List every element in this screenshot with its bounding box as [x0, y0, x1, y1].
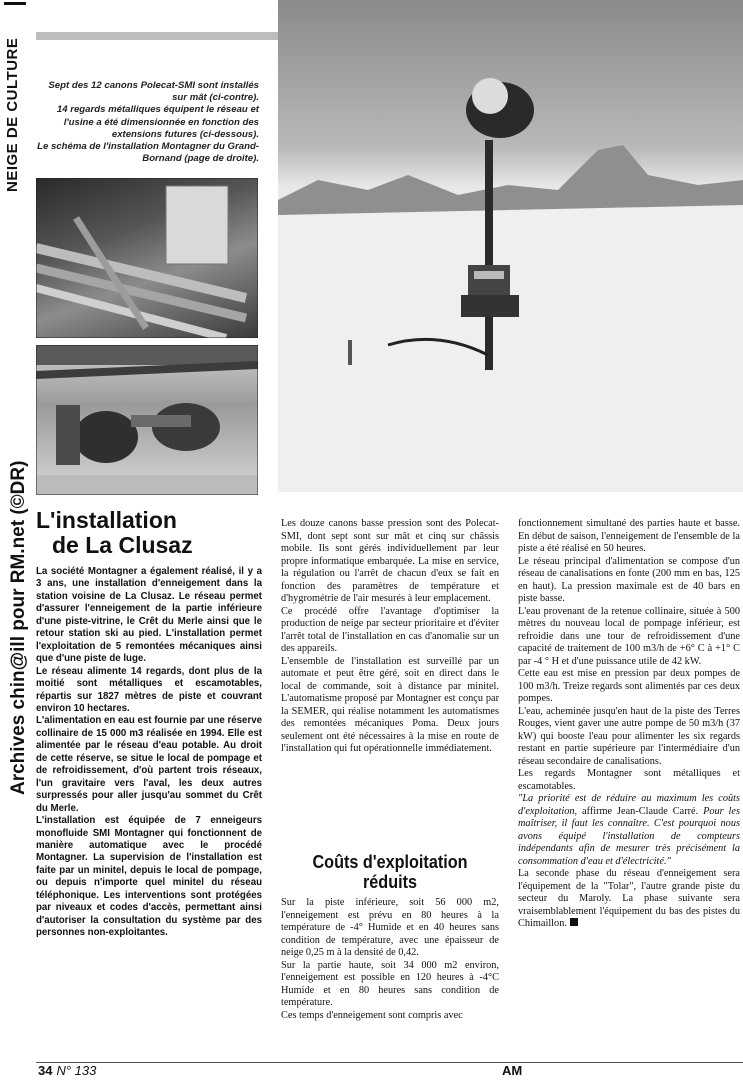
paragraph: L'eau, acheminée jusqu'en haut de la piste des Terres Rouges, vient gaver une autre pompe de 50 m3/h (37 kW) qui booste l'eau pour alimenter les six regards restant en partie supérieure par l'intermédiaire d'un réseau secondaire de canalisations.	[518, 705, 740, 767]
archive-credit: Archives chin@ill pour RM.net (©DR)	[8, 460, 29, 795]
issue-number: N° 133	[56, 1063, 97, 1078]
quote-paragraph: "La priorité est de réduire au maximum les coûts d'exploitation, affirme Jean-Claude Carré. Pour les maîtriser, il faut les connaître. C'est pourquoi nous avons équipé l'installation de compteurs indépendants afin de mesurer très précisément la consommation d'eau et d'électricité."	[518, 793, 740, 867]
paragraph: Sur la partie haute, soit 34 000 m2 environ, l'enneigement est possible en 120 heures à -4°C Humide et en 80 heures sans condition de température.	[281, 959, 499, 1008]
caption-line: 14 regards métalliques équipent le réseau et l'usine a été dimensionnée en fonction des extensions futures (ci-dessous).	[56, 104, 259, 140]
caption-line: Sept des 12 canons Polecat-SMI sont installés sur mât (ci-contre).	[48, 80, 259, 104]
photo-caption	[36, 80, 259, 165]
column-middle	[281, 518, 499, 756]
paragraph: Sur la piste inférieure, soit 56 000 m2, l'enneigement est prévu en 80 heures à la température de -4° Humide et en 40 heures sans condition de température, avec une épaisseur de neige 0,25 m à la densité de 0,42.	[281, 897, 499, 958]
folio	[38, 1063, 96, 1078]
paragraph: fonctionnement simultané des parties haute et basse. En début de saison, l'enneigement de l'ensemble de la piste a été réalisé en 50 heures.	[518, 518, 740, 554]
magazine-logo: AM	[502, 1063, 523, 1078]
column-intro	[36, 566, 262, 940]
paragraph: Le réseau principal d'alimentation se compose d'un réseau de canalisations en fonte (200 mm en bas, 125 en haut). La pression maximale est de 40 bars en piste basse.	[518, 555, 740, 604]
column-middle-lower	[281, 897, 499, 1022]
paragraph: L'ensemble de l'installation est surveillé par un automate et peut être géré, soit en direct dans le local de commande, soit à distance par minitel. L'automatisme proposé par Montagner est conçu par la SEMER, qui réalise notamment les automatismes des remontées mécaniques Poma. Deux jours seulement ont été nécessaires à la mise en route de l'installation qui fut opérationnelle immédiatement.	[281, 655, 499, 754]
paragraph: Les regards Montagner sont métalliques et escamotables.	[518, 768, 740, 792]
paragraph: La seconde phase du réseau d'enneigement sera l'équipement de la "Tolar", l'autre grande piste du secteur du Maroly. La phase suivante sera vraisemblablement l'équipement du bas des pistes du Chimaillon.	[518, 868, 740, 929]
photo-pumps	[36, 345, 258, 495]
section-label: NEIGE DE CULTURE	[4, 37, 21, 192]
column-right	[518, 518, 740, 931]
subheading-costs: Coûts d'exploitation réduits	[312, 852, 468, 892]
header-rule	[36, 32, 278, 40]
photo-snow-cannon	[278, 0, 743, 492]
paragraph: Le réseau alimente 14 regards, dont plus de la moitié sont métalliques et escamotables, répartis sur 1827 mètres de piste et couvrant environ 10 hectares.	[36, 665, 262, 714]
footer-rule	[36, 1062, 743, 1063]
paragraph: La société Montagner a également réalisé, il y a 3 ans, une installation d'enneigement dans la station voisine de La Clusaz. Le réseau permet d'assurer l'enneigement de la partie inférieure d'une piste-vitrine, le Crêt du Merle ainsi que le retour station ski au pied. L'installation permet l'exploitation de 5 remontées mécaniques ainsi que d'une piste de luge.	[36, 566, 262, 665]
paragraph: Cette eau est mise en pression par deux pompes de 100 m3/h. Treize regards sont alimentés par ces deux pompes.	[518, 668, 740, 704]
page-number: 34	[38, 1063, 53, 1078]
paragraph: L'eau provenant de la retenue collinaire, située à 500 mètres du nouveau local de pompage inférieur, est refroidie dans une tour de refroidissement d'une capacité de traitement de 100 m3/h de +6° C à +1° C par -4 ° H et d'une puissance utile de 42 kW.	[518, 605, 740, 667]
paragraph: Les douze canons basse pression sont des Polecat-SMI, dont sept sont sur mât et cinq sur châssis mobile. Ils sont gérés individuellement par leur propre informatique embarquée. La mise en service, la régulation ou l'arrêt de chacun d'eux se fait en fonction des paramètres de température et d'hygrométrie de l'air mesurés à leur emplacement.	[281, 518, 499, 604]
paragraph: L'installation est équipée de 7 enneigeurs monofluide SMI Montagner qui fonctionnent de manière automatique avec le procédé Montagner. La supervision de l'installation est faite par un minitel, depuis le local de pompage, ou depuis n'importe quel minitel du réseau téléphonique. Les interventions sont protégées par niveaux et codes d'accès, permettant ainsi d'autoriser la consultation du système par des personnes non-exploitantes.	[36, 815, 262, 939]
paragraph: Ces temps d'enneigement sont compris avec	[281, 1009, 463, 1021]
article-headline: L'installation de La Clusaz	[36, 507, 193, 558]
paragraph: L'alimentation en eau est fournie par une réserve collinaire de 15 000 m3 réalisée en 1994. Elle est alimentée par le réseau d'eau potable. Au droit de cette réserve, se situe le local de pompage et de refroidissement, d'où partent trois réseaux, l'un gravitaire vers l'aval, les deux autres surpressés pour aller jusqu'au sommet du Crêt du Merle.	[36, 715, 262, 814]
photo-pipes	[36, 178, 258, 338]
paragraph: Ce procédé offre l'avantage d'optimiser la production de neige par secteur prioritaire et d'éviter l'arrêt total de l'installation en cas d'anomalie sur un des appareils.	[281, 605, 499, 654]
end-mark	[570, 918, 578, 926]
caption-line: Le schéma de l'installation Montagner du Grand-Bornand (page de droite).	[37, 141, 259, 165]
